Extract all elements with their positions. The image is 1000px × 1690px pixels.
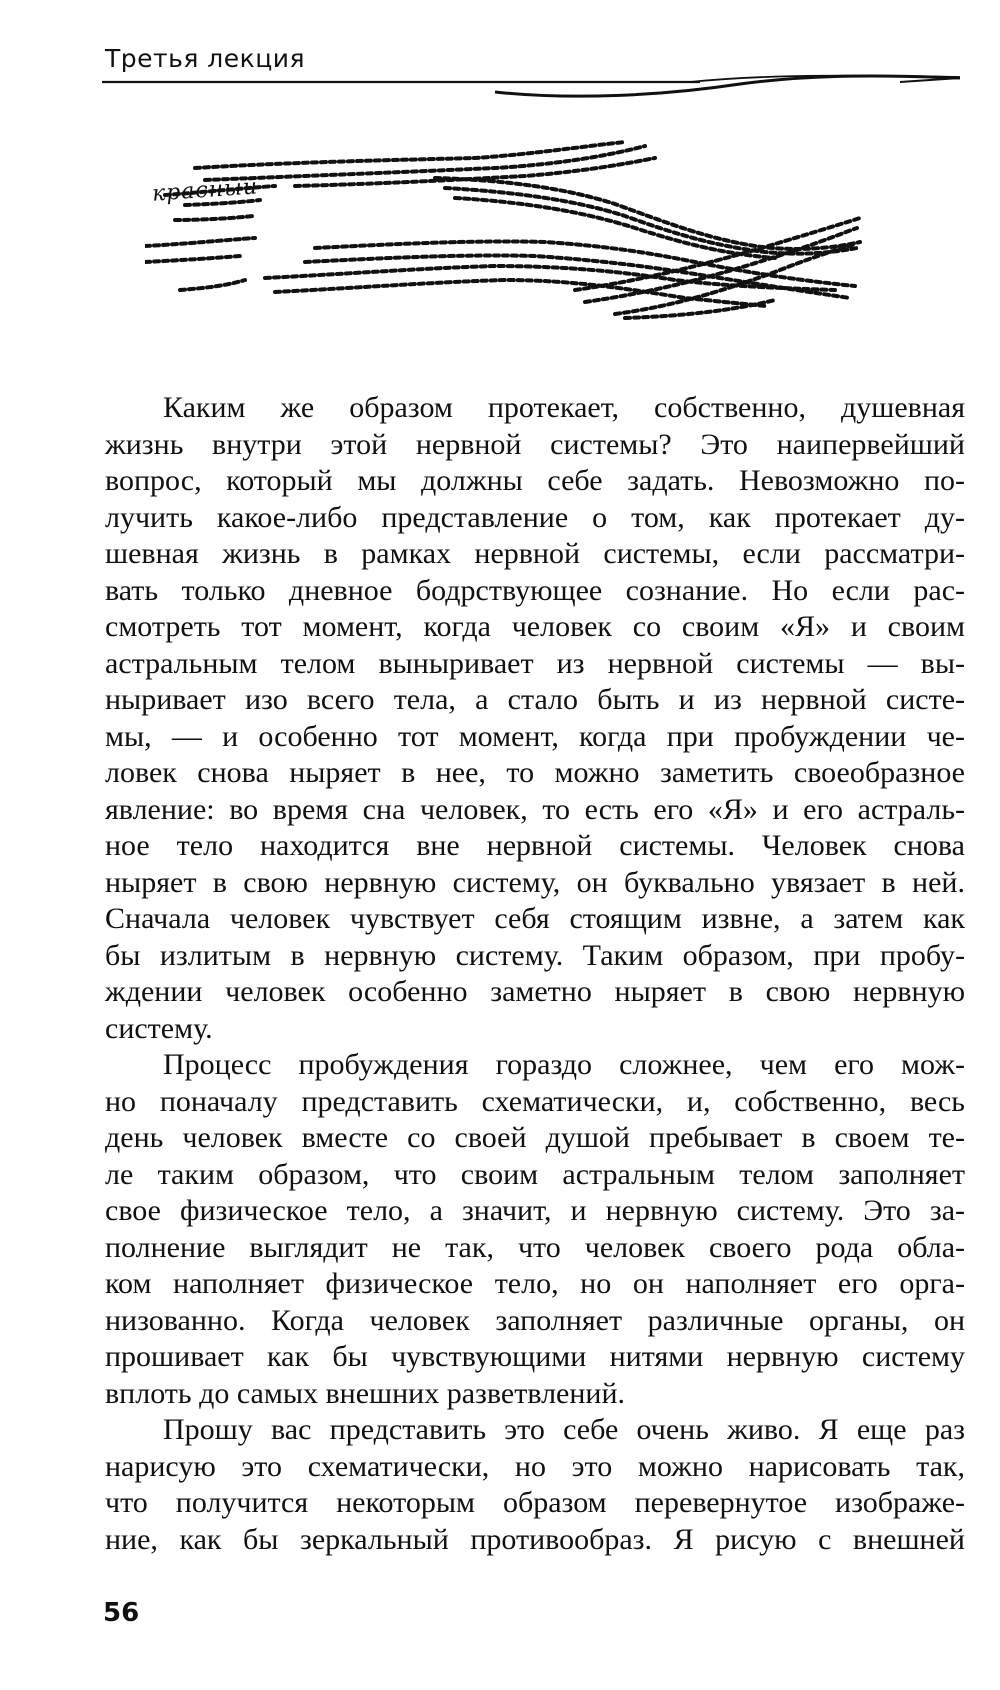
text-line: Каким же образом протекает, собственно, душевная bbox=[163, 391, 965, 424]
text-line: нарисую это схематически, но это можно нарисовать так, bbox=[105, 1449, 965, 1483]
text-line: Процесс пробуждения гораздо сложнее, чем его мож- bbox=[163, 1048, 965, 1081]
page-number: 56 bbox=[103, 1598, 140, 1628]
text-line: ныривает изо всего тела, а стало быть и из нервной систе- bbox=[105, 683, 965, 716]
header-swash-rule bbox=[100, 70, 970, 104]
text-line: жизнь внутри этой нервной системы? Это наипервейший bbox=[105, 427, 965, 461]
text-line: прошивает как бы чувствующими нитями нервную систему bbox=[105, 1340, 965, 1373]
text-line: Сначала человек чувствует себя стоящим извне, а затем как bbox=[105, 902, 965, 935]
text-line: мы, — и особенно тот момент, когда при пробуждении че- bbox=[105, 719, 965, 753]
text-line: вопрос, который мы должны себе задать. Невозможно по- bbox=[105, 464, 965, 497]
text-line: систему. bbox=[105, 1011, 213, 1045]
text-line: смотреть тот момент, когда человек со своим «Я» и своим bbox=[105, 610, 965, 643]
text-line: ловек снова ныряет в нее, то можно заметить своеобразное bbox=[105, 756, 965, 789]
text-line: ждении человек особенно заметно ныряет в свою нервную bbox=[105, 975, 965, 1008]
text-line: Прошу вас представить это себе очень живо. Я еще раз bbox=[163, 1413, 965, 1446]
text-line: ком наполняет физическое тело, но он наполняет его орга- bbox=[105, 1267, 965, 1300]
text-line: астральным телом выныривает из нервной системы — вы- bbox=[105, 646, 965, 680]
text-line: ное тело находится вне нервной системы. Человек снова bbox=[105, 829, 965, 862]
text-line: ле таким образом, что своим астральным телом заполняет bbox=[105, 1157, 965, 1191]
text-line: явление: во время сна человек, то есть его «Я» и его астраль- bbox=[105, 792, 965, 826]
text-line: ние, как бы зеркальный противообраз. Я рисую с внешней bbox=[105, 1522, 965, 1556]
text-line: бы излитым в нервную систему. Таким образом, при пробу- bbox=[105, 938, 965, 972]
text-line: шевная жизнь в рамках нервной системы, если рассматри- bbox=[105, 537, 965, 570]
figure-label-red: красный bbox=[151, 174, 259, 207]
text-line: вплоть до самых внешних разветвлений. bbox=[105, 1376, 626, 1410]
body-text bbox=[105, 390, 965, 1558]
text-line: ныряет в свою нервную систему, он буквально увязает в ней. bbox=[105, 865, 965, 899]
text-line: свое физическое тело, а значит, и нервную систему. Это за- bbox=[105, 1194, 965, 1227]
text-line: но поначалу представить схематически, и, собственно, весь bbox=[105, 1084, 965, 1118]
text-line: лучить какое-либо представление о том, как протекает ду- bbox=[105, 500, 965, 534]
text-line: что получится некоторым образом перевернутое изображе- bbox=[105, 1486, 965, 1519]
text-line: день человек вместе со своей душой пребывает в своем те- bbox=[105, 1121, 965, 1154]
text-line: вать только дневное бодрствующее сознание. Но если рас- bbox=[105, 573, 965, 607]
text-line: полнение выглядит не так, что человек своего рода обла- bbox=[105, 1230, 965, 1264]
nerve-strands-figure bbox=[145, 140, 865, 340]
running-header-title: Третья лекция bbox=[105, 44, 306, 73]
text-line: низованно. Когда человек заполняет различные органы, он bbox=[105, 1303, 965, 1337]
